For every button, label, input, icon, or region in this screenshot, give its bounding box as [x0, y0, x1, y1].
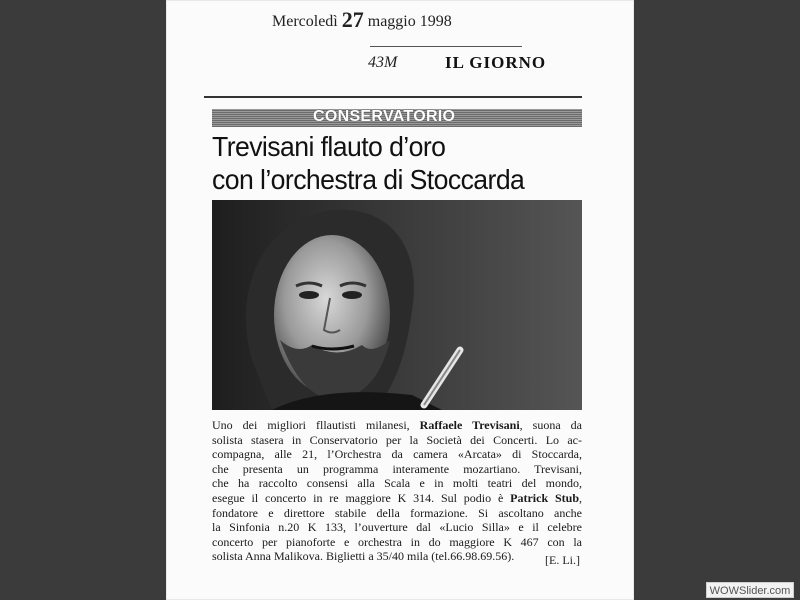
article-body: [212, 418, 582, 564]
slider-watermark-link[interactable]: WOWSlider.com: [706, 582, 794, 598]
article-byline: [E. Li.]: [545, 553, 580, 567]
flutist-portrait-photo: [212, 200, 582, 410]
name-patrick-stub: Patrick Stub: [510, 490, 579, 505]
section-rule: [204, 96, 582, 98]
dateline-month-year: maggio 1998: [367, 13, 452, 30]
dateline-weekday: Mercoledì: [272, 13, 338, 30]
headline-line-2: con l’orchestra di Stoccarda: [212, 164, 525, 195]
body-line: esegue il concerto in re maggiore K 314. Sul podio è Patrick Stub,: [212, 490, 582, 505]
page-code: 43M: [368, 54, 398, 71]
dateline: [272, 6, 452, 32]
body-line: compagna, alle 21, l’Orchestra da camera «Arcata» di Stoccarda,: [212, 447, 582, 462]
body-line: che presenta un programma interamente mozartiano. Trevisani,: [212, 461, 582, 476]
body-line: solista Anna Malikova. Biglietti a 35/40 mila (tel.66.98.69.56).: [212, 549, 515, 564]
body-line: fondatore e direttore stabile della formazione. Si ascoltano anche: [212, 505, 582, 520]
name-raffaele-trevisani: Raffaele Trevisani: [419, 418, 520, 432]
body-line: concerto per pianoforte e orchestra in do maggiore K 467 con la: [212, 534, 582, 549]
flutist-portrait-icon: [212, 200, 582, 410]
article-kicker: CONSERVATORIO: [313, 108, 456, 125]
body-line: la Sinfonia n.20 K 133, l’ouverture dal «Lucio Silla» e il celebre: [212, 520, 582, 535]
slider-left-margin: [0, 0, 166, 600]
body-line: solista stasera in Conservatorio per la Società dei Concerti. Lo ac-: [212, 432, 582, 447]
body-line: Uno dei migliori fllautisti milanesi, Raffaele Trevisani, suona da: [212, 418, 582, 432]
headline-line-1: Trevisani flauto d’oro: [212, 131, 446, 162]
article-headline: [212, 130, 573, 196]
body-line: che ha raccolto consensi alla Scala e in molti teatri del mondo,: [212, 476, 582, 491]
dateline-day: 27: [341, 7, 364, 32]
header-rule: [370, 46, 522, 47]
newspaper-masthead: IL GIORNO: [445, 53, 547, 72]
slider-right-margin: [634, 0, 800, 600]
